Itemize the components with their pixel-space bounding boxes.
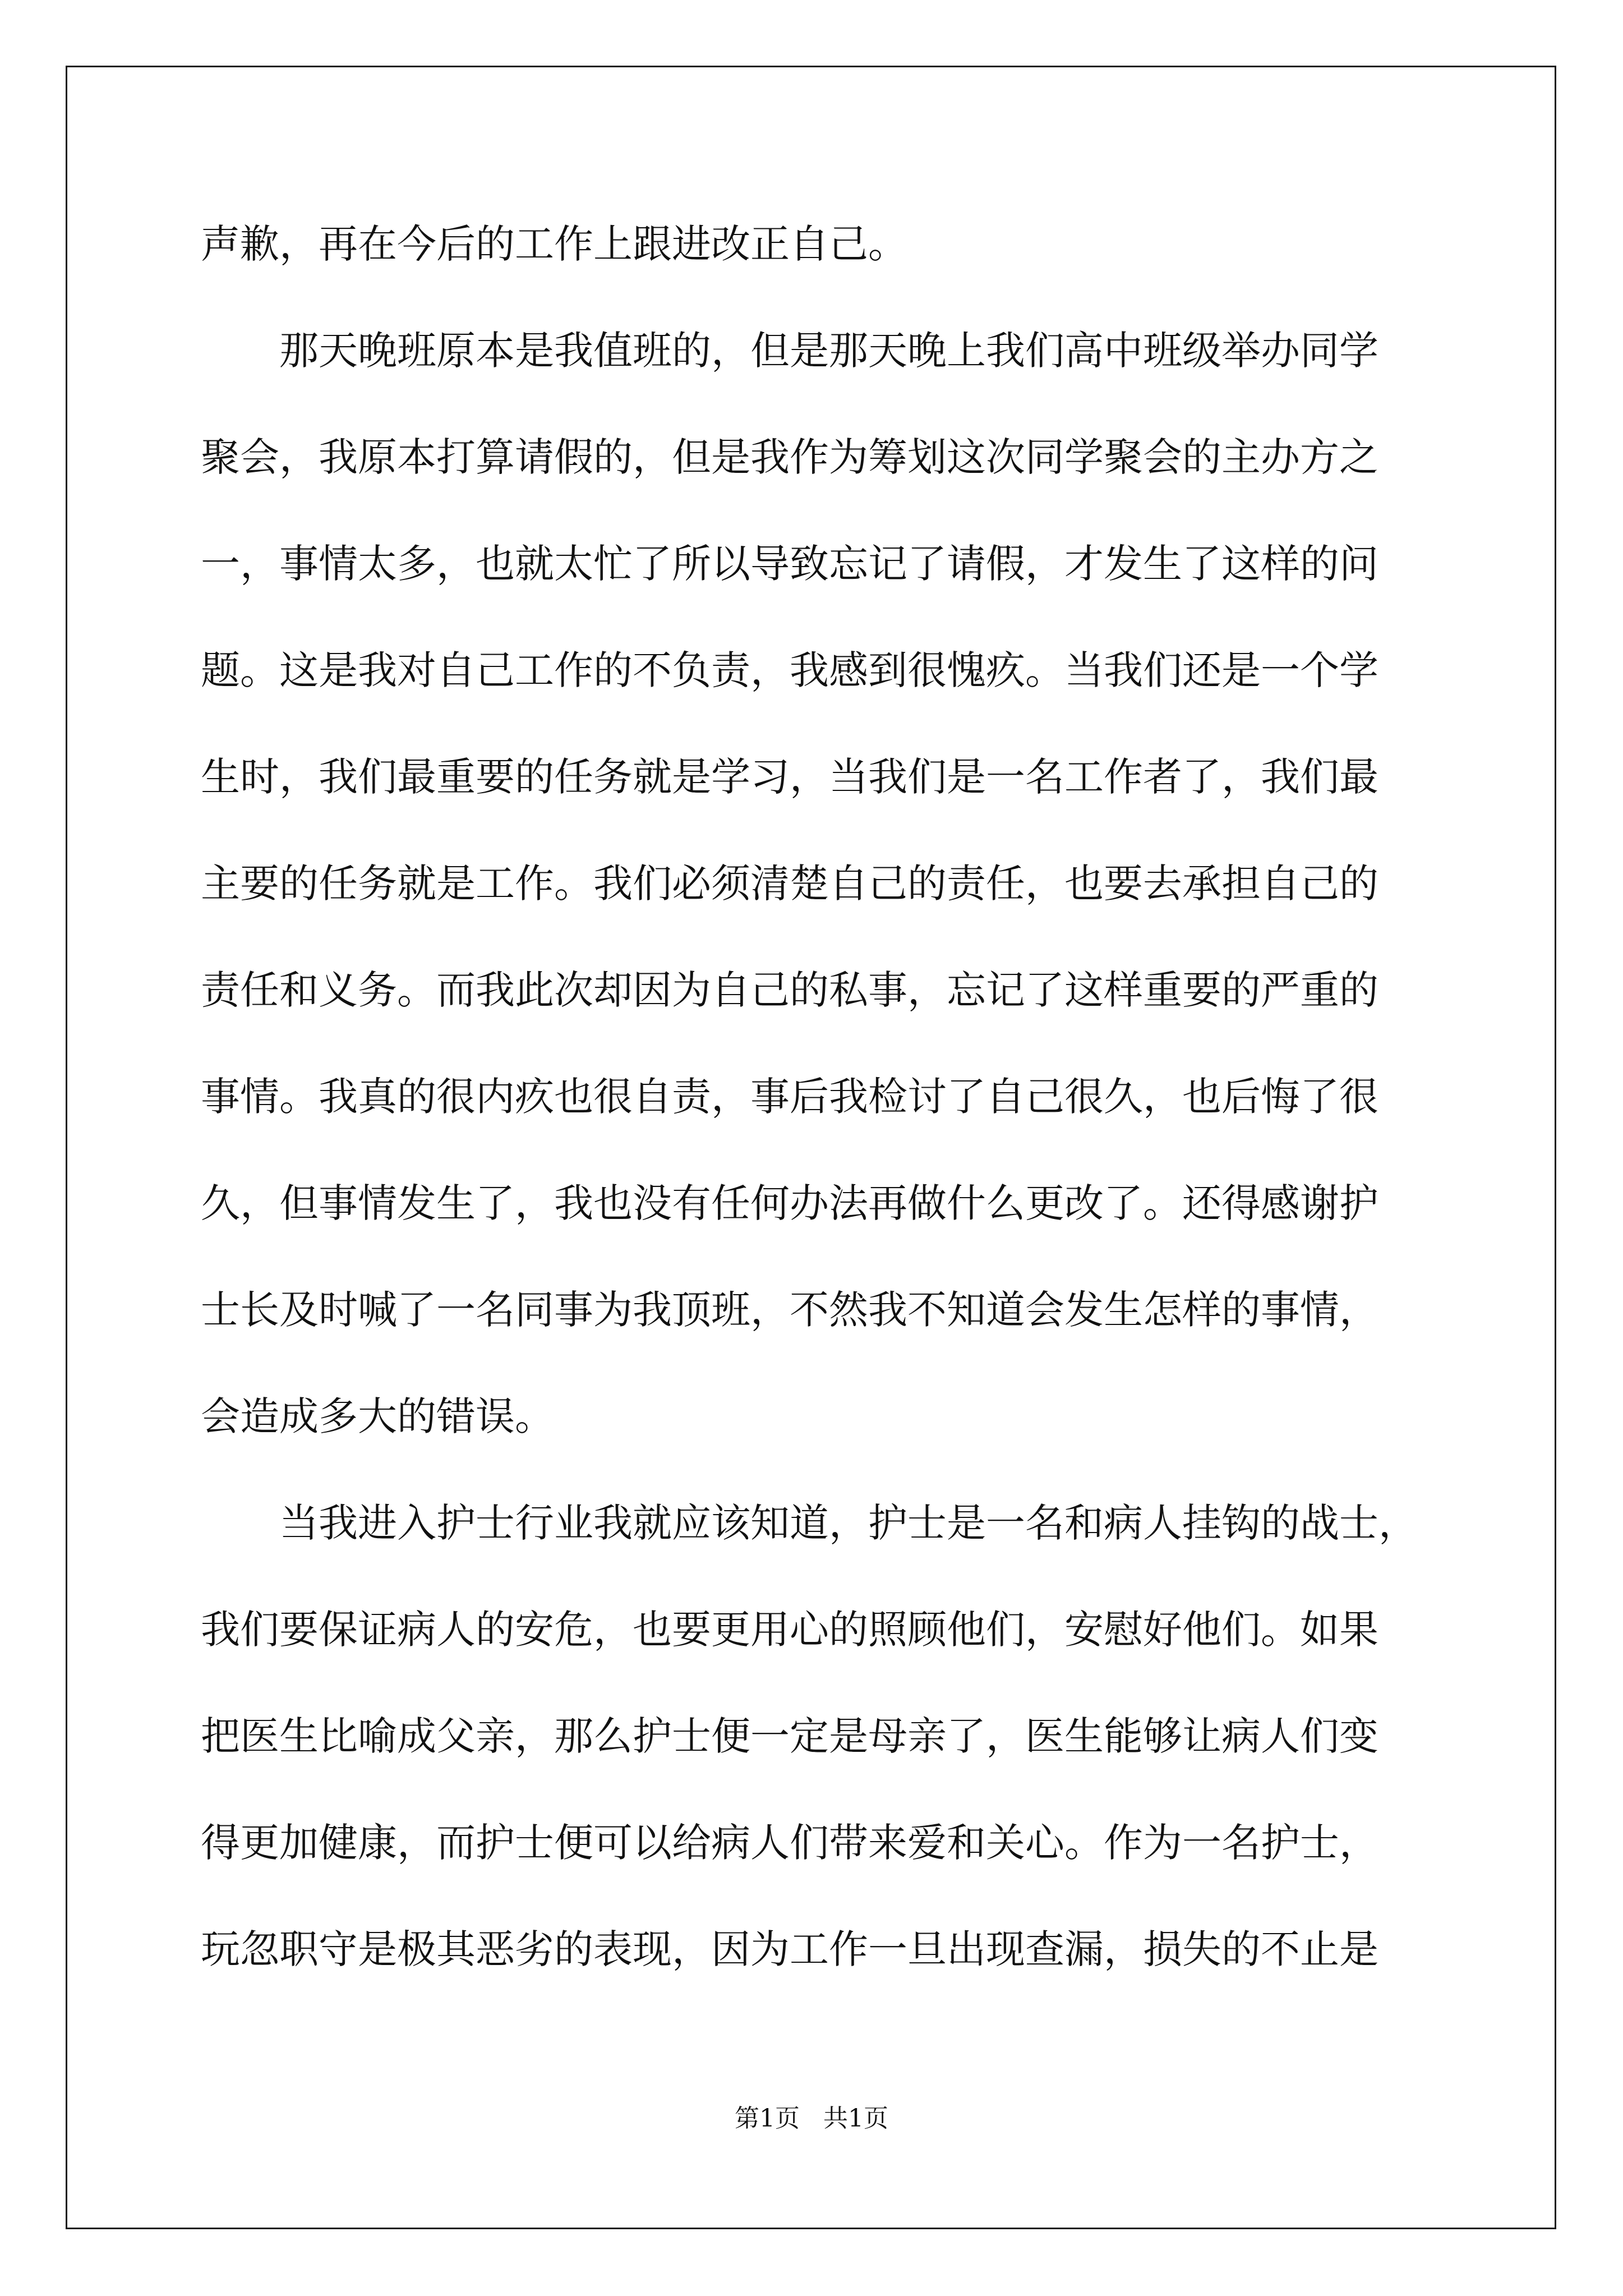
text-line: 我们要保证病人的安危，也要更用心的照顾他们，安慰好他们。如果 xyxy=(201,1607,1378,1653)
text-line: 当我进入护士行业我就应该知道，护士是一名和病人挂钩的战士， xyxy=(201,1500,1418,1546)
document-body xyxy=(201,191,1435,2003)
text-line: 久，但事情发生了，我也没有任何办法再做什么更改了。还得感谢护 xyxy=(201,1180,1378,1226)
text-line: 声歉，再在今后的工作上跟进改正自己。 xyxy=(201,221,907,267)
text-line: 责任和义务。而我此次却因为自己的私事，忘记了这样重要的严重的 xyxy=(201,967,1378,1013)
text-line: 玩忽职守是极其恶劣的表现，因为工作一旦出现查漏，损失的不止是 xyxy=(201,1926,1378,1972)
page-footer: 第1页 共1页 xyxy=(735,2104,888,2133)
text-line: 事情。我真的很内疚也很自责，事后我检讨了自己很久，也后悔了很 xyxy=(201,1074,1378,1120)
text-line: 生时，我们最重要的任务就是学习，当我们是一名工作者了，我们最 xyxy=(201,754,1378,800)
text-line: 士长及时喊了一名同事为我顶班，不然我不知道会发生怎样的事情， xyxy=(201,1287,1378,1333)
text-line: 得更加健康，而护士便可以给病人们带来爱和关心。作为一名护士， xyxy=(201,1820,1378,1866)
text-line: 一，事情太多，也就太忙了所以导致忘记了请假，才发生了这样的问 xyxy=(201,541,1378,587)
text-line: 把医生比喻成父亲，那么护士便一定是母亲了，医生能够让病人们变 xyxy=(201,1713,1378,1759)
text-line: 题。这是我对自己工作的不负责，我感到很愧疚。当我们还是一个学 xyxy=(201,647,1378,693)
text-line: 聚会，我原本打算请假的，但是我作为筹划这次同学聚会的主办方之 xyxy=(201,434,1378,480)
text-line: 那天晚班原本是我值班的，但是那天晚上我们高中班级举办同学 xyxy=(201,328,1378,374)
text-line: 主要的任务就是工作。我们必须清楚自己的责任，也要去承担自己的 xyxy=(201,861,1378,907)
text-line: 会造成多大的错误。 xyxy=(201,1393,554,1439)
